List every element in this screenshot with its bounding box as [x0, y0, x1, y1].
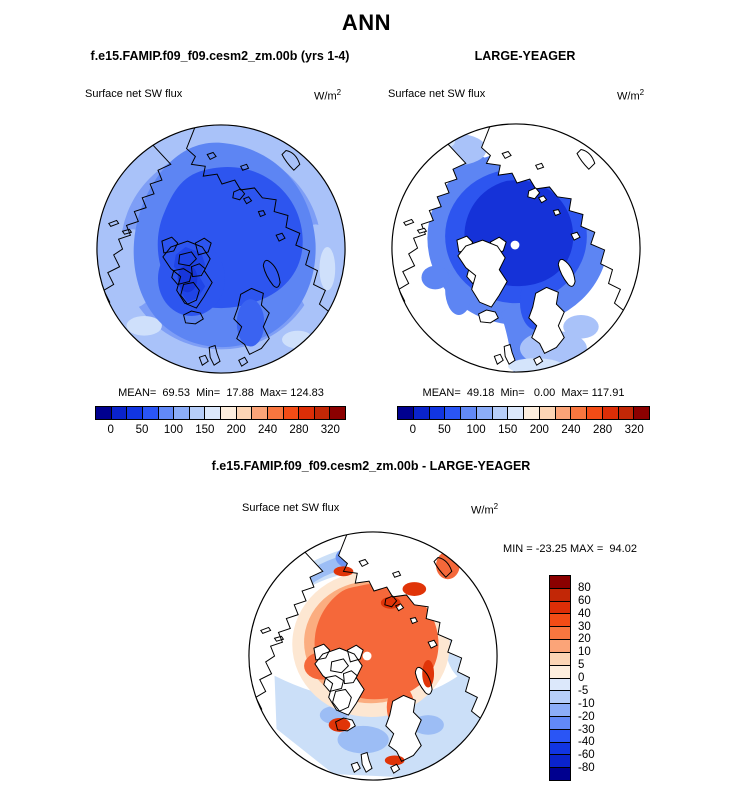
model-stats: MEAN= 69.53 Min= 17.88 Max= 124.83: [118, 387, 324, 399]
diff-field-label: Surface net SW flux: [242, 502, 340, 514]
model-units-exp: 2: [336, 88, 342, 97]
diff-colorbar-label: 20: [578, 633, 591, 646]
colorbar-cell: [477, 407, 493, 419]
colorbar-cell: [252, 407, 268, 419]
obs-units-exp: 2: [639, 88, 645, 97]
colorbar-cell: [587, 407, 603, 419]
colorbar-cell: [330, 407, 345, 419]
obs-units-base: W/m: [617, 90, 640, 103]
diff-units-label: [471, 502, 498, 517]
diff-minmax: MIN = -23.25 MAX = 94.02: [503, 543, 637, 555]
colorbar-cell: [556, 407, 572, 419]
colorbar-tick-label: 50: [135, 424, 149, 436]
colorbar-cell: [493, 407, 509, 419]
colorbar-tick-label: 280: [592, 424, 613, 436]
colorbar-cell: [603, 407, 619, 419]
model-map: [93, 121, 349, 377]
model-units-label: [314, 88, 341, 103]
model-units-base: W/m: [314, 90, 337, 103]
diff-colorbar-cell: [550, 653, 570, 666]
diff-colorbar-label: -10: [578, 697, 595, 710]
diff-colorbar-cell: [550, 666, 570, 679]
diff-colorbar-cell: [550, 691, 570, 704]
colorbar-cell: [284, 407, 300, 419]
colorbar-cell: [205, 407, 221, 419]
diff-colorbar-label: 30: [578, 620, 591, 633]
colorbar-cell: [221, 407, 237, 419]
obs-colorbar-ticks: [397, 424, 650, 438]
colorbar-tick-label: 280: [289, 424, 309, 436]
colorbar-cell: [414, 407, 430, 419]
colorbar-cell: [540, 407, 556, 419]
colorbar-cell: [571, 407, 587, 419]
diff-map-pole-dot: [363, 652, 372, 661]
diff-colorbar-labels: [578, 575, 618, 781]
colorbar-cell: [299, 407, 315, 419]
colorbar-cell: [268, 407, 284, 419]
diff-colorbar-cell: [550, 589, 570, 602]
colorbar-cell: [112, 407, 128, 419]
colorbar-cell: [127, 407, 143, 419]
diff-colorbar-label: 10: [578, 646, 591, 659]
colorbar-tick-label: 50: [438, 424, 451, 436]
diff-colorbar-label: -20: [578, 710, 595, 723]
colorbar-tick-label: 100: [163, 424, 184, 436]
colorbar-cell: [315, 407, 331, 419]
diff-colorbar-label: 0: [578, 672, 585, 684]
diff-colorbar-cell: [550, 679, 570, 692]
colorbar-tick-label: 200: [529, 424, 549, 436]
colorbar-tick-label: 0: [409, 424, 417, 436]
obs-units-label: [617, 88, 644, 103]
diff-colorbar-cell: [550, 640, 570, 653]
diff-colorbar-label: 5: [578, 659, 585, 672]
diff-colorbar-cell: [550, 704, 570, 717]
obs-colorbar: [397, 406, 650, 420]
diff-colorbar-label: 60: [578, 594, 591, 607]
season-title: ANN: [341, 10, 392, 35]
colorbar-tick-label: 240: [561, 424, 581, 436]
obs-map-pole-dot: [511, 241, 520, 250]
diff-panel-title: f.e15.FAMIP.f09_f09.cesm2_zm.00b - LARGE-YEAGER: [211, 459, 531, 473]
diff-map: [245, 528, 501, 784]
colorbar-tick-label: 150: [498, 424, 518, 436]
model-field-label: Surface net SW flux: [85, 88, 183, 100]
colorbar-tick-label: 320: [320, 424, 340, 436]
colorbar-tick-label: 200: [226, 424, 246, 436]
colorbar-cell: [96, 407, 112, 419]
obs-panel-title: LARGE-YEAGER: [474, 49, 576, 63]
model-panel-title: f.e15.FAMIP.f09_f09.cesm2_zm.00b (yrs 1-4): [90, 49, 350, 63]
colorbar-cell: [143, 407, 159, 419]
diff-colorbar-cell: [550, 602, 570, 615]
diff-colorbar-cell: [550, 627, 570, 640]
colorbar-cell: [430, 407, 446, 419]
diff-colorbar-label: -60: [578, 749, 595, 762]
diff-colorbar-label: -40: [578, 736, 595, 749]
model-colorbar-ticks: [95, 424, 346, 438]
colorbar-cell: [398, 407, 414, 419]
colorbar-cell: [445, 407, 461, 419]
colorbar-tick-label: 320: [624, 424, 644, 436]
colorbar-cell: [237, 407, 253, 419]
colorbar-cell: [619, 407, 635, 419]
diff-colorbar-label: 80: [578, 581, 591, 594]
diff-colorbar-cell: [550, 743, 570, 756]
obs-stats: MEAN= 49.18 Min= 0.00 Max= 117.91: [422, 387, 625, 399]
obs-field-label: Surface net SW flux: [388, 88, 486, 100]
colorbar-tick-label: 150: [195, 424, 215, 436]
diff-colorbar-cell: [550, 755, 570, 768]
diff-colorbar-cell: [550, 730, 570, 743]
diff-colorbar-label: -80: [578, 762, 595, 775]
diff-units-base: W/m: [471, 504, 494, 517]
diff-colorbar: [549, 575, 571, 781]
colorbar-cell: [174, 407, 190, 419]
model-colorbar: [95, 406, 346, 420]
diff-colorbar-cell: [550, 576, 570, 589]
colorbar-cell: [159, 407, 175, 419]
diff-colorbar-cell: [550, 768, 570, 780]
diff-colorbar-label: 40: [578, 607, 591, 620]
diff-colorbar-label: -30: [578, 723, 595, 736]
diff-colorbar-cell: [550, 614, 570, 627]
colorbar-tick-label: 0: [107, 424, 114, 436]
colorbar-tick-label: 100: [466, 424, 486, 436]
obs-map: [388, 120, 644, 376]
colorbar-tick-label: 240: [257, 424, 278, 436]
diff-colorbar-cell: [550, 717, 570, 730]
colorbar-cell: [190, 407, 206, 419]
colorbar-cell: [461, 407, 477, 419]
colorbar-cell: [508, 407, 524, 419]
colorbar-cell: [524, 407, 540, 419]
diff-units-exp: 2: [493, 502, 499, 511]
colorbar-cell: [634, 407, 649, 419]
diff-colorbar-label: -5: [578, 684, 589, 697]
